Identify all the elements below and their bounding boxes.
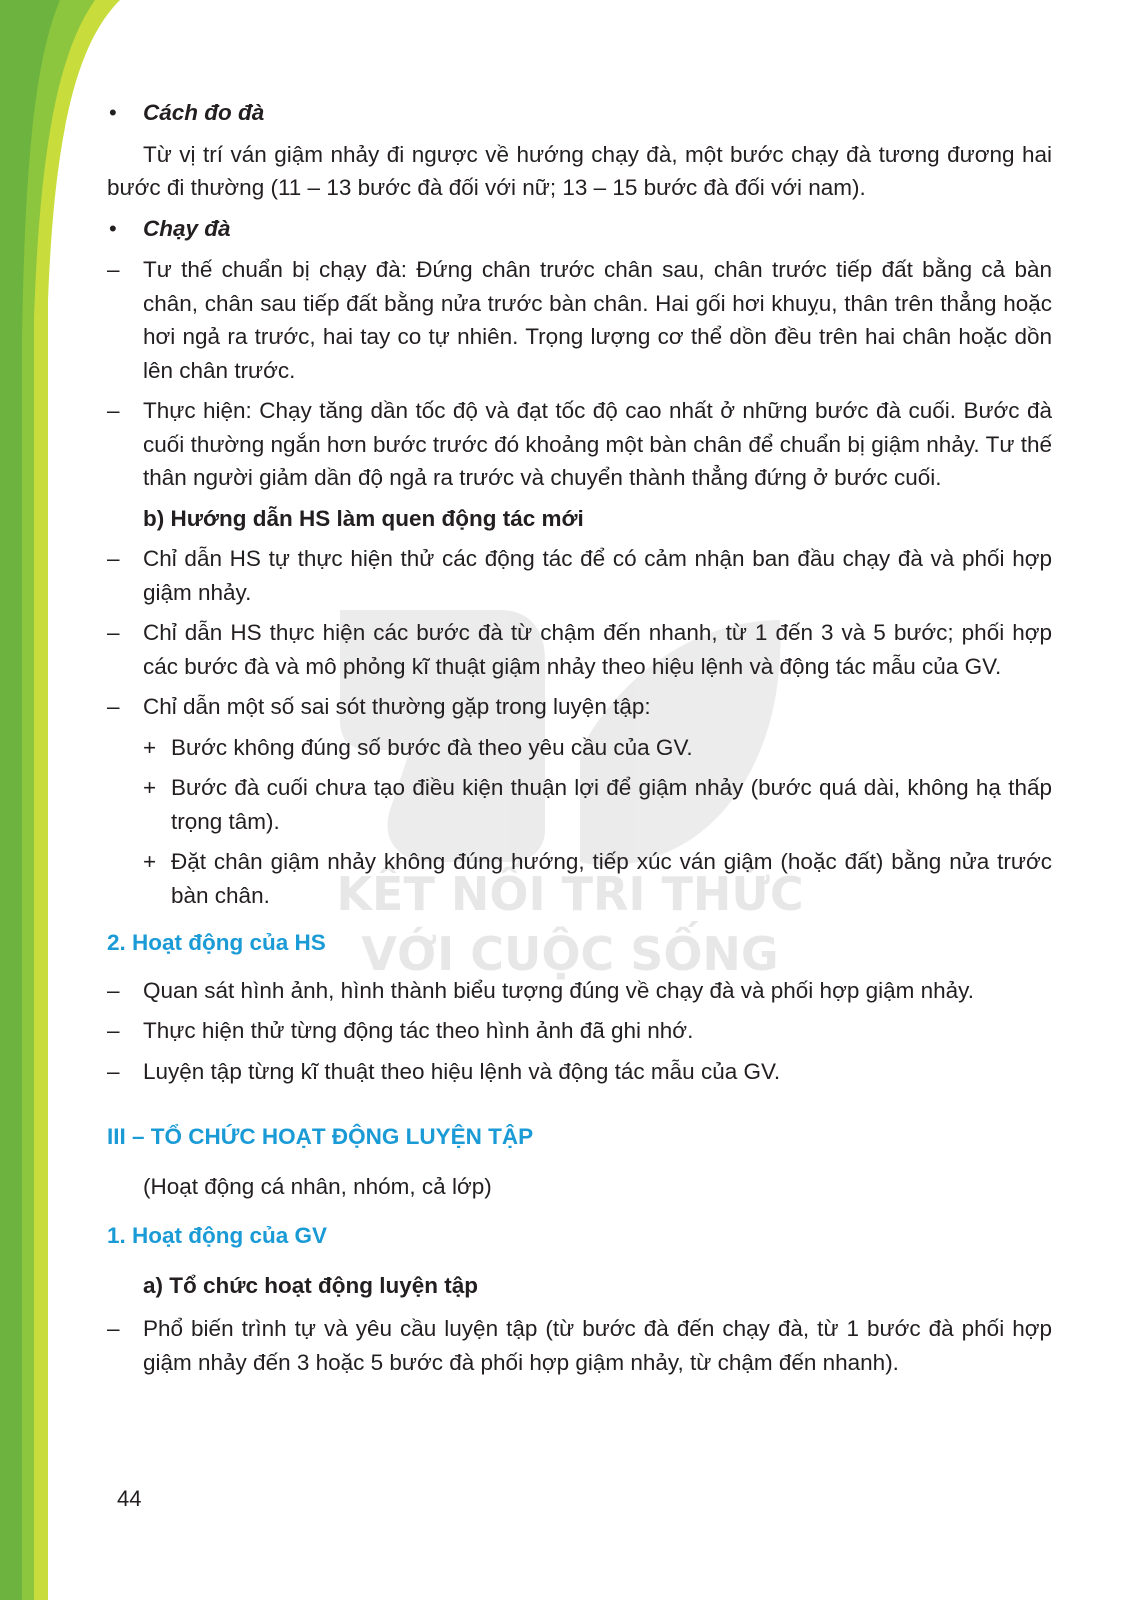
error-item-text: Bước không đúng số bước đà theo yêu cầu của GV. bbox=[171, 734, 693, 760]
watermark-line-2: VỚI CUỘC SỐNG bbox=[361, 927, 779, 981]
error-item-text: Đặt chân giậm nhảy không đúng hướng, tiếp xúc ván giậm (hoặc đất) bằng nửa trước bàn chân. bbox=[171, 849, 1052, 908]
list-item bbox=[107, 394, 1052, 495]
heading-hoat-dong-hs: 2. Hoạt động của HS bbox=[107, 930, 326, 955]
watermark-line-1: KẾT NỐI TRI THỨC bbox=[336, 867, 804, 921]
list-item-text: Chỉ dẫn một số sai sót thường gặp trong luyện tập: bbox=[143, 694, 651, 719]
dash-icon: – bbox=[107, 257, 120, 282]
list-item-text: Thực hiện thử từng động tác theo hình ảnh đã ghi nhớ. bbox=[143, 1018, 694, 1043]
dash-icon: – bbox=[107, 620, 120, 645]
bullet-heading-cach-do-da bbox=[107, 96, 1052, 130]
heading-chay-da: Chạy đà bbox=[143, 215, 231, 241]
error-item-text: Bước đà cuối chưa tạo điều kiện thuận lợi để giậm nhảy (bước quá dài, không hạ thấp trọng tâm). bbox=[171, 775, 1052, 834]
heading-huong-dan: b) Hướng dẫn HS làm quen động tác mới bbox=[143, 505, 584, 531]
bullet-heading-chay-da bbox=[107, 212, 1052, 246]
heading-to-chuc-luyen-tap: a) Tổ chức hoạt động luyện tập bbox=[143, 1272, 479, 1298]
list-item bbox=[107, 690, 1052, 724]
heading-luyen-tap: III – TỔ CHỨC HOẠT ĐỘNG LUYỆN TẬP bbox=[107, 1124, 534, 1149]
plus-icon: + bbox=[143, 849, 157, 874]
error-item bbox=[107, 731, 1052, 765]
list-item bbox=[107, 1055, 1052, 1089]
list-item-text: Phổ biến trình tự và yêu cầu luyện tập (từ bước đà đến chạy đà, từ 1 bước đà phối hợp giậm nhảy đến 3 hoặc 5 bước đà phối hợp giậm nhảy, từ chậm đến nhanh). bbox=[143, 1316, 1052, 1375]
dash-icon: – bbox=[107, 398, 120, 423]
list-item-text: Quan sát hình ảnh, hình thành biểu tượng đúng về chạy đà và phối hợp giậm nhảy. bbox=[143, 977, 974, 1003]
error-item bbox=[107, 845, 1052, 912]
dash-icon: – bbox=[107, 1316, 120, 1341]
dash-icon: – bbox=[107, 546, 120, 571]
page-content bbox=[107, 96, 1052, 1386]
list-item-text: Chỉ dẫn HS thực hiện các bước đà từ chậm đến nhanh, từ 1 đến 3 và 5 bước; phối hợp các bước đà và mô phỏng kĩ thuật giậm nhảy theo hiệu lệnh và động tác mẫu của GV. bbox=[143, 620, 1052, 679]
plus-icon: + bbox=[143, 775, 157, 800]
bullet-icon: • bbox=[109, 215, 117, 241]
dash-icon: – bbox=[107, 1018, 120, 1043]
list-item bbox=[107, 542, 1052, 609]
note-luyen-tap: (Hoạt động cá nhân, nhóm, cả lớp) bbox=[143, 1173, 492, 1199]
bullet-icon: • bbox=[109, 100, 117, 125]
list-item-text: Chỉ dẫn HS tự thực hiện thử các động tác để có cảm nhận ban đầu chạy đà và phối hợp giậm nhảy. bbox=[143, 546, 1052, 605]
dash-icon: – bbox=[107, 977, 120, 1003]
dash-icon: – bbox=[107, 1058, 120, 1084]
list-item bbox=[107, 1014, 1052, 1048]
side-decoration bbox=[0, 0, 120, 1600]
list-item bbox=[107, 253, 1052, 387]
plus-icon: + bbox=[143, 734, 157, 760]
list-item bbox=[107, 974, 1052, 1008]
list-item-text: Luyện tập từng kĩ thuật theo hiệu lệnh và động tác mẫu của GV. bbox=[143, 1058, 781, 1084]
page-number: 44 bbox=[117, 1486, 142, 1511]
heading-cach-do-da: Cách đo đà bbox=[143, 100, 265, 125]
list-item-text: Thực hiện: Chạy tăng dần tốc độ và đạt tốc độ cao nhất ở những bước đà cuối. Bước đà cuối thường ngắn hơn bước trước đó khoảng một bàn chân để chuẩn bị giậm nhảy. Tư thế thân người giảm dần độ ngả ra trước và chuyển thành thẳng đứng ở bước cuối. bbox=[143, 398, 1052, 490]
dash-icon: – bbox=[107, 694, 120, 719]
error-item bbox=[107, 771, 1052, 838]
heading-hoat-dong-gv: 1. Hoạt động của GV bbox=[107, 1223, 328, 1248]
list-item bbox=[107, 616, 1052, 683]
paragraph-cach-do-da: Từ vị trí ván giậm nhảy đi ngược về hướng chạy đà, một bước chạy đà tương đương hai bước đi thường (11 – 13 bước đà đối với nữ; 13 – 15 bước đà đối với nam). bbox=[107, 141, 1052, 200]
list-item-text: Tư thế chuẩn bị chạy đà: Đứng chân trước chân sau, chân trước tiếp đất bằng cả bàn chân, chân sau tiếp đất bằng nửa trước bàn chân. Hai gối hơi khuỵu, thân trên thẳng hoặc hơi ngả ra trước, hai tay co tự nhiên. Trọng lượng cơ thể dồn đều trên hai chân hoặc dồn lên chân trước. bbox=[143, 257, 1052, 383]
list-item bbox=[107, 1312, 1052, 1379]
